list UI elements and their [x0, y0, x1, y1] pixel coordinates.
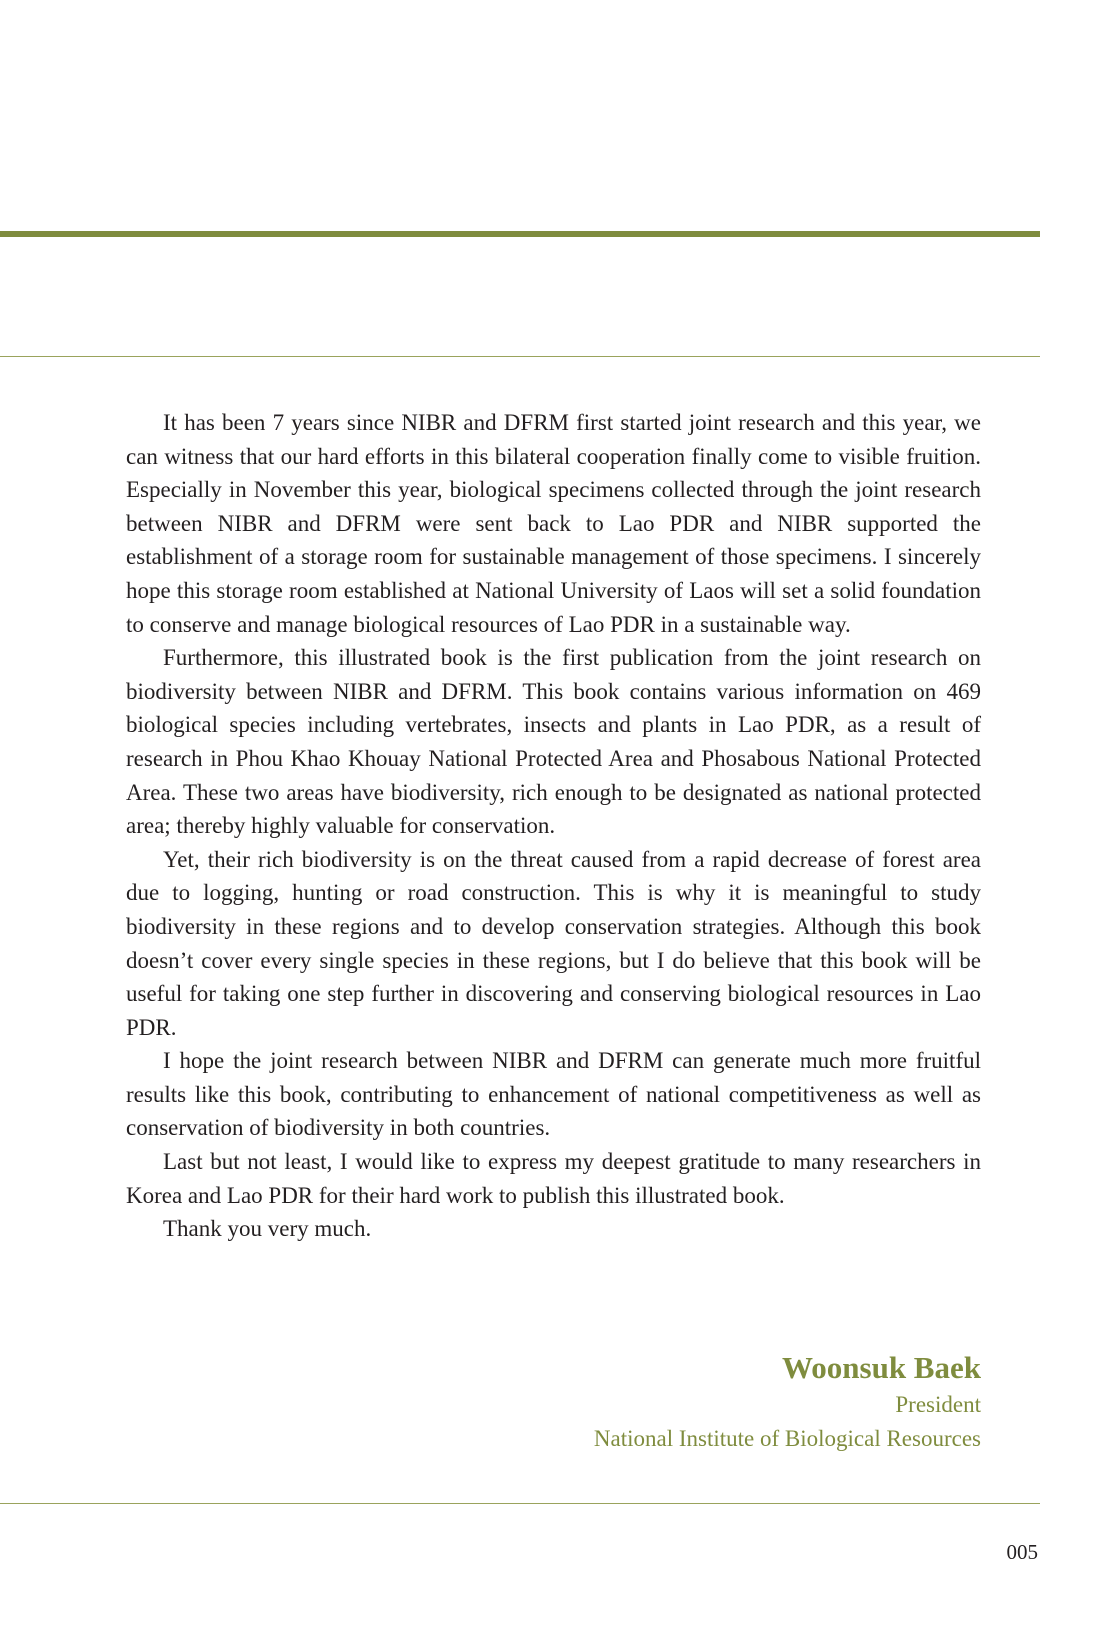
- paragraph-1: It has been 7 years since NIBR and DFRM first started joint research and this year, we can witness that our hard efforts in this bilateral cooperation finally come to visible fruition. Especially in November this year, biological specimens collected through the joint research between NIBR and DFRM were sent back to Lao PDR and NIBR supported the establishment of a storage room for sustainable management of those specimens. I sincerely hope this storage room established at National University of Laos will set a solid foundation to conserve and manage biological resources of Lao PDR in a sustainable way.: [126, 410, 981, 637]
- letter-body: [126, 406, 981, 1246]
- header-rule-thin: [0, 356, 1040, 357]
- header-rule-thick: [0, 231, 1040, 237]
- paragraph-6: Thank you very much.: [163, 1216, 372, 1242]
- signatory-title: President: [895, 1392, 981, 1417]
- paragraph-3: Yet, their rich biodiversity is on the threat caused from a rapid decrease of forest area due to logging, hunting or road construction. This is why it is meaningful to study biodiversity in these regions and to develop conservation strategies. Although this book doesn’t cover every single species in these regions, but I do believe that this book will be useful for taking one step further in discovering and conserving biological resources in Lao PDR.: [126, 846, 981, 1040]
- footer-rule: [0, 1503, 1040, 1504]
- paragraph-2: Furthermore, this illustrated book is the first publication from the joint research on biodiversity between NIBR and DFRM. This book contains various information on 469 biological species including vertebrates, insects and plants in Lao PDR, as a result of research in Phou Khao Khouay National Protected Area and Phosabous National Protected Area. These two areas have biodiversity, rich enough to be designated as national protected area; thereby highly valuable for conservation.: [126, 645, 981, 839]
- paragraph-5: Last but not least, I would like to express my deepest gratitude to many researchers in Korea and Lao PDR for their hard work to publish this illustrated book.: [126, 1149, 981, 1208]
- signatory-name: Woonsuk Baek: [781, 1350, 981, 1385]
- signatory-organization: National Institute of Biological Resources: [593, 1426, 981, 1451]
- signature-block: [594, 1348, 981, 1456]
- paragraph-4: I hope the joint research between NIBR and DFRM can generate much more fruitful results like this book, contributing to enhancement of national competitiveness as well as conservation of biodiversity in both countries.: [126, 1048, 981, 1141]
- page-number: 005: [1006, 1540, 1038, 1564]
